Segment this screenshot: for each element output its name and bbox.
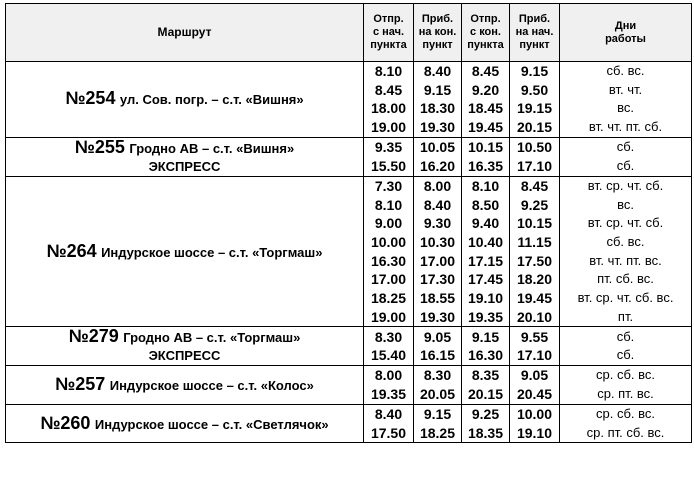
- time-value: 18.30: [419, 100, 456, 117]
- time-value: 8.40: [423, 63, 452, 79]
- header-dep-end: Отпр. с кон. пункта: [462, 4, 510, 62]
- cell-dep-end: [462, 62, 510, 138]
- route-number: №255: [74, 136, 125, 157]
- time-value: 20.05: [419, 386, 456, 403]
- time-value: 8.10: [471, 177, 500, 194]
- time-value: 19.30: [419, 119, 456, 136]
- time-value: 16.35: [467, 157, 504, 174]
- time-value: 9.30: [423, 215, 452, 232]
- days-value: сб.: [616, 157, 635, 173]
- route-title: [6, 89, 363, 109]
- cell-days: [560, 176, 692, 327]
- cell-days: [560, 366, 692, 404]
- time-value: 9.50: [520, 81, 549, 98]
- cell-arr-start: [510, 327, 560, 366]
- cell-days: [560, 137, 692, 176]
- header-arr-start: Приб. на нач. пункт: [510, 4, 560, 62]
- time-value: 10.00: [370, 233, 407, 250]
- days-value: вс.: [617, 100, 634, 116]
- time-value: 19.10: [516, 424, 553, 441]
- time-value: 17.45: [467, 271, 504, 288]
- cell-dep-start: [364, 137, 414, 176]
- cell-arr-end: [414, 62, 462, 138]
- time-value: 10.30: [419, 233, 456, 250]
- time-value: 10.15: [516, 215, 553, 232]
- time-value: 10.00: [516, 405, 553, 422]
- time-value: 15.50: [370, 157, 407, 174]
- time-value: 20.15: [516, 119, 553, 136]
- time-value: 10.40: [467, 233, 504, 250]
- time-value: 8.00: [374, 367, 403, 384]
- cell-arr-end: [414, 137, 462, 176]
- time-value: 19.35: [467, 308, 504, 325]
- route-cell: [6, 176, 364, 327]
- cell-arr-start: [510, 62, 560, 138]
- cell-arr-end: [414, 404, 462, 442]
- time-value: 8.40: [423, 196, 452, 213]
- header-arr-end: Приб. на кон. пункт: [414, 4, 462, 62]
- time-value: 9.55: [520, 328, 549, 345]
- time-value: 9.15: [520, 63, 549, 79]
- cell-dep-end: [462, 137, 510, 176]
- route-express-label: ЭКСПРЕСС: [148, 158, 221, 174]
- time-value: 16.30: [467, 347, 504, 364]
- time-value: 18.55: [419, 290, 456, 307]
- route-cell: [6, 327, 364, 366]
- time-value: 19.45: [516, 290, 553, 307]
- time-value: 18.20: [516, 271, 553, 288]
- route-number: №254: [65, 88, 116, 109]
- time-value: 9.25: [471, 405, 500, 422]
- time-value: 17.10: [516, 347, 553, 364]
- days-value: вт. ср. чт. сб.: [587, 177, 664, 193]
- route-number: №260: [40, 412, 91, 433]
- table-row: [6, 62, 692, 138]
- time-value: 17.00: [370, 271, 407, 288]
- time-value: 20.10: [516, 308, 553, 325]
- time-value: 10.15: [467, 139, 504, 156]
- days-value: сб. вс.: [606, 233, 645, 249]
- time-value: 19.10: [467, 290, 504, 307]
- time-value: 9.35: [374, 139, 403, 156]
- header-days: Дни работы: [560, 4, 692, 62]
- days-value: сб.: [616, 328, 635, 344]
- time-value: 19.00: [370, 308, 407, 325]
- route-cell: [6, 404, 364, 442]
- route-cell: [6, 62, 364, 138]
- days-value: ср. пт. вс.: [597, 386, 654, 402]
- cell-dep-start: [364, 62, 414, 138]
- time-value: 18.25: [419, 424, 456, 441]
- route-title: [6, 242, 363, 262]
- cell-dep-start: [364, 176, 414, 327]
- time-value: 9.15: [423, 81, 452, 98]
- time-value: 17.50: [370, 424, 407, 441]
- route-name: Индурское шоссе – с.т. «Светлячок»: [94, 416, 329, 432]
- time-value: 8.45: [471, 63, 500, 79]
- days-value: сб.: [616, 347, 635, 363]
- time-value: 10.05: [419, 139, 456, 156]
- time-value: 16.30: [370, 252, 407, 269]
- time-value: 19.35: [370, 386, 407, 403]
- time-value: 9.15: [423, 405, 452, 422]
- time-value: 9.25: [520, 196, 549, 213]
- days-value: вт. ср. чт. сб.: [587, 215, 664, 231]
- cell-dep-start: [364, 366, 414, 404]
- days-value: сб. вс.: [606, 63, 645, 78]
- cell-days: [560, 327, 692, 366]
- route-name: ул. Сов. погр. – с.т. «Вишня»: [119, 92, 304, 108]
- header-route: Маршрут: [6, 4, 364, 62]
- table-row: [6, 404, 692, 442]
- time-value: 9.05: [423, 328, 452, 345]
- time-value: 20.45: [516, 386, 553, 403]
- time-value: 9.00: [374, 215, 403, 232]
- time-value: 20.15: [467, 386, 504, 403]
- time-value: 17.10: [516, 157, 553, 174]
- time-value: 16.20: [419, 157, 456, 174]
- table-row: [6, 366, 692, 404]
- route-cell: [6, 366, 364, 404]
- route-number: №264: [46, 240, 97, 261]
- time-value: 8.30: [374, 328, 403, 345]
- cell-arr-end: [414, 327, 462, 366]
- time-value: 8.50: [471, 196, 500, 213]
- days-value: вт. ср. чт. сб. вс.: [577, 290, 674, 306]
- time-value: 9.05: [520, 367, 549, 384]
- days-value: ср. сб. вс.: [596, 405, 655, 421]
- time-value: 11.15: [517, 233, 552, 250]
- route-express-label: ЭКСПРЕСС: [148, 348, 221, 364]
- time-value: 19.00: [370, 119, 407, 136]
- time-value: 8.10: [374, 63, 403, 79]
- time-value: 18.45: [467, 100, 504, 117]
- time-value: 19.45: [467, 119, 504, 136]
- cell-arr-start: [510, 366, 560, 404]
- cell-days: [560, 62, 692, 138]
- days-value: сб.: [616, 139, 635, 155]
- time-value: 8.40: [374, 405, 403, 422]
- route-name: Индурское шоссе – с.т. «Колос»: [109, 378, 314, 394]
- table-row: [6, 176, 692, 327]
- time-value: 10.50: [516, 139, 553, 156]
- route-name: Гродно АВ – с.т. «Вишня»: [129, 140, 295, 156]
- time-value: 19.15: [516, 100, 553, 117]
- days-value: вт. чт.: [608, 81, 643, 97]
- cell-dep-end: [462, 327, 510, 366]
- days-value: ср. пт. сб. вс.: [586, 424, 665, 440]
- days-value: ср. сб. вс.: [596, 367, 655, 383]
- schedule-table: [5, 3, 692, 443]
- route-cell: [6, 137, 364, 176]
- time-value: 17.50: [516, 252, 553, 269]
- route-name: Гродно АВ – с.т. «Торгмаш»: [123, 330, 301, 346]
- time-value: 8.10: [374, 196, 403, 213]
- route-number: №279: [68, 326, 119, 347]
- header-row: [6, 4, 692, 62]
- route-title: [6, 375, 363, 395]
- cell-arr-start: [510, 137, 560, 176]
- time-value: 9.20: [471, 81, 500, 98]
- time-value: 17.30: [419, 271, 456, 288]
- cell-dep-end: [462, 366, 510, 404]
- cell-dep-end: [462, 176, 510, 327]
- route-title: [6, 414, 363, 434]
- cell-arr-start: [510, 176, 560, 327]
- table-row: [6, 327, 692, 366]
- cell-arr-start: [510, 404, 560, 442]
- days-value: пт.: [617, 308, 634, 324]
- table-row: [6, 137, 692, 176]
- days-value: вт. чт. пт. вс.: [589, 252, 662, 268]
- time-value: 8.45: [520, 177, 549, 194]
- time-value: 8.30: [423, 367, 452, 384]
- time-value: 17.15: [467, 252, 504, 269]
- days-value: вт. чт. пт. сб.: [588, 119, 663, 135]
- route-title: [6, 327, 363, 347]
- cell-dep-start: [364, 327, 414, 366]
- time-value: 18.00: [370, 100, 407, 117]
- days-value: вс.: [617, 196, 634, 212]
- time-value: 18.25: [370, 290, 407, 307]
- time-value: 15.40: [370, 347, 407, 364]
- route-title: [6, 138, 363, 158]
- route-name: Индурское шоссе – с.т. «Торгмаш»: [101, 244, 323, 260]
- time-value: 7.30: [374, 177, 403, 194]
- route-number: №257: [55, 374, 106, 395]
- cell-days: [560, 404, 692, 442]
- days-value: пт. сб. вс.: [597, 271, 654, 287]
- time-value: 9.40: [471, 215, 500, 232]
- time-value: 8.35: [471, 367, 500, 384]
- time-value: 9.15: [471, 328, 500, 345]
- cell-dep-start: [364, 404, 414, 442]
- cell-arr-end: [414, 366, 462, 404]
- header-dep-start: Отпр. с нач. пункта: [364, 4, 414, 62]
- time-value: 17.00: [419, 252, 456, 269]
- time-value: 8.45: [374, 81, 403, 98]
- cell-dep-end: [462, 404, 510, 442]
- time-value: 16.15: [419, 347, 456, 364]
- time-value: 19.30: [419, 308, 456, 325]
- cell-arr-end: [414, 176, 462, 327]
- time-value: 8.00: [423, 177, 452, 194]
- time-value: 18.35: [467, 424, 504, 441]
